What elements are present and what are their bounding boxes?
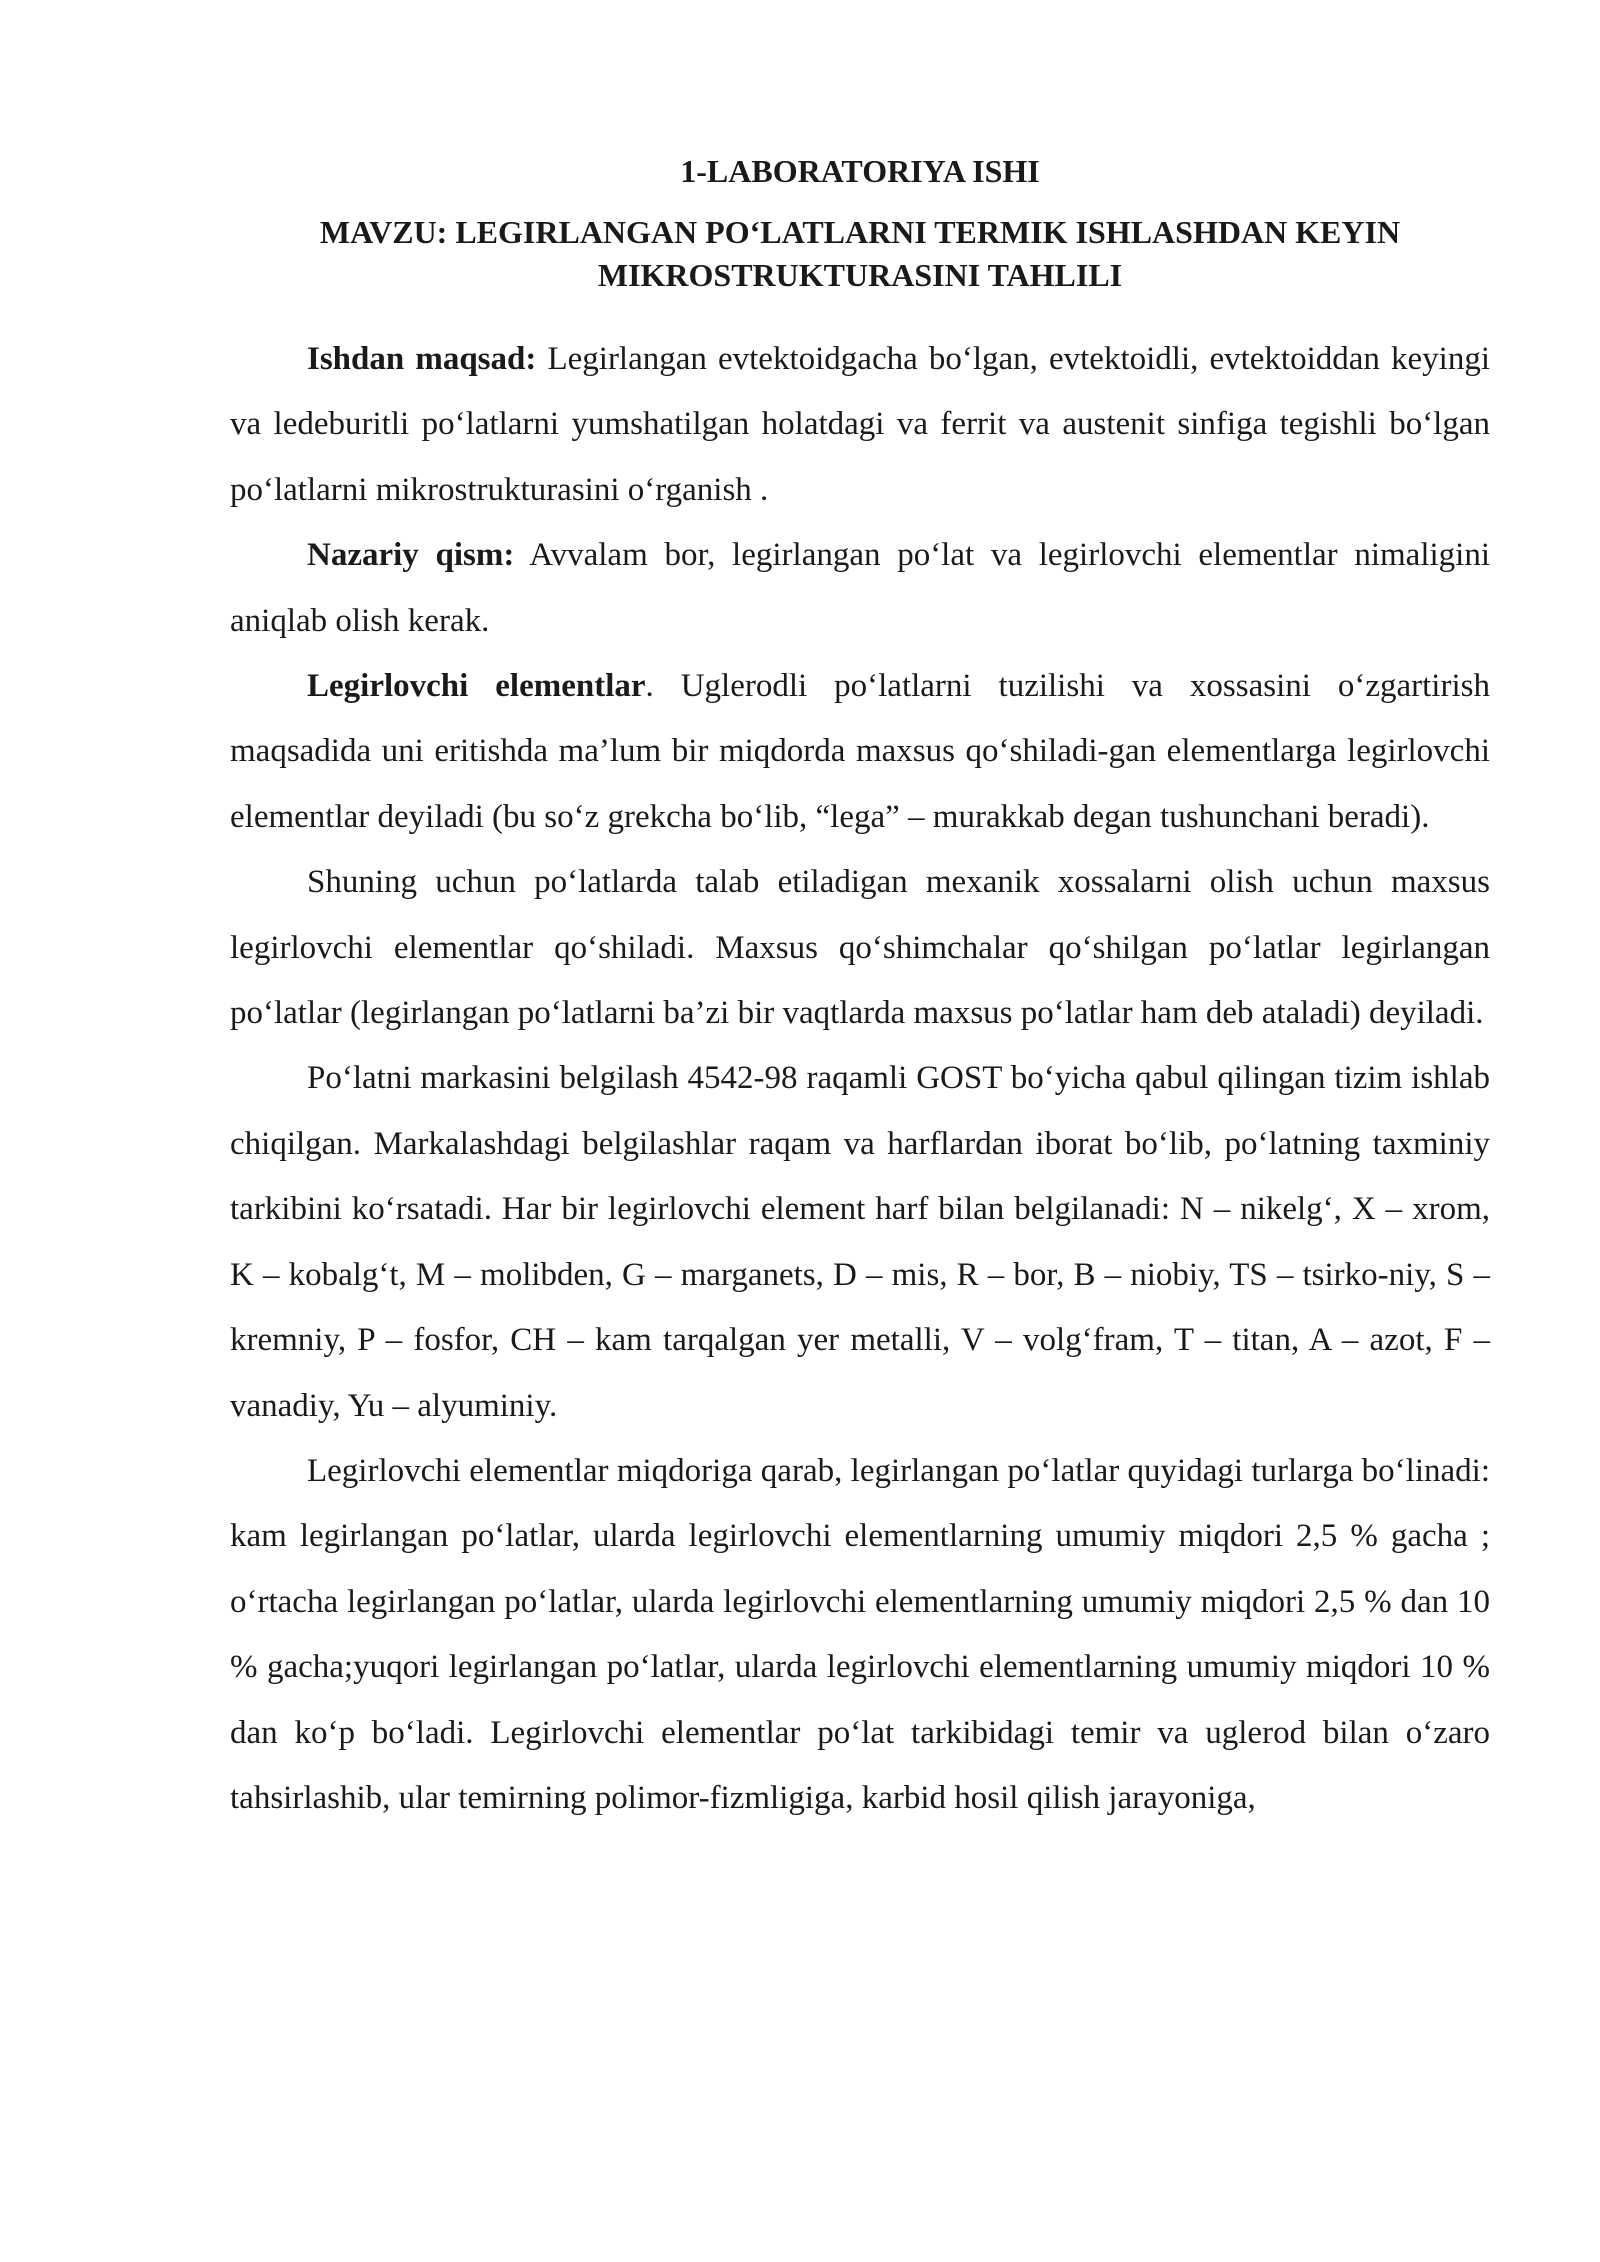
paragraph-purpose [230, 327, 1490, 523]
paragraph-text: Shuning uchun po‘latlarda talab etiladigan mexanik xossalarni olish uchun maxsus legirlovchi elementlar qo‘shiladi. Maxsus qo‘shimchalar qo‘shilgan po‘latlar legirlangan po‘latlar (legirlangan po‘latlarni ba’zi bir vaqtlarda maxsus po‘latlar ham deb ataladi) deyiladi. [230, 864, 1490, 1032]
paragraph-text: Avvalam bor, legirlangan po‘lat va legirlovchi elementlar nimaligini aniqlab olish kerak. [230, 537, 1490, 639]
paragraph-steel-classification [230, 1439, 1490, 1831]
document-page [230, 150, 1490, 1831]
paragraph-text: Legirlovchi elementlar miqdoriga qarab, legirlangan po‘latlar quyidagi turlarga bo‘linadi: kam legirlangan po‘latlar, ularda legirlovchi elementlarning umumiy miqdori 2,5 % gacha ; o‘rtacha legirlangan po‘latlar, ularda legirlovchi elementlarning umumiy miqdori 2,5 % dan 10 % gacha;yuqori legirlangan po‘latlar, ularda legirlovchi elementlarning umumiy miqdori 10 % dan ko‘p bo‘ladi. Legirlovchi elementlar po‘lat tarkibidagi temir va uglerod bilan o‘zaro tahsirlashib, ular temirning polimor-fizmligiga, karbid hosil qilish jarayoniga, [230, 1452, 1490, 1816]
paragraph-theory [230, 523, 1490, 654]
paragraph-lead: Ishdan maqsad: [307, 341, 537, 377]
paragraph-lead: Legirlovchi elementlar [307, 668, 646, 705]
paragraph-alloying-elements [230, 654, 1490, 850]
topic-title: MAVZU: LEGIRLANGAN PO‘LATLARNI TERMIK ISHLASHDAN KEYIN MIKROSTRUKTURASINI TAHLILI [319, 214, 1401, 293]
paragraph-steel-marking [230, 1046, 1490, 1438]
paragraph-mechanical-properties [230, 850, 1490, 1046]
paragraph-text: . Uglerodli po‘latlarni tuzilishi va xossasini o‘zgartirish maqsadida uni eritishda ma’lum bir miqdorda maxsus qo‘shiladi-gan elementlarga legirlovchi elementlar deyiladi (bu so‘z grekcha bo‘lib, “lega” – murakkab degan tushunchani beradi). [230, 668, 1490, 835]
paragraph-text: Legirlangan evtektoidgacha bo‘lgan, evtektoidli, evtektoiddan keyingi va ledeburitli po‘latlarni yumshatilgan holatdagi va ferrit va austenit sinfiga tegishli bo‘lgan po‘latlarni mikrostrukturasini o‘rganish . [230, 341, 1490, 508]
lab-title: 1-LABORATORIYA ISHI [680, 153, 1040, 189]
paragraph-lead: Nazariy qism: [307, 537, 515, 574]
paragraph-text: Po‘latni markasini belgilash 4542-98 raqamli GOST bo‘yicha qabul qilingan tizim ishlab chiqilgan. Markalashdagi belgilashlar raqam va harflardan iborat bo‘lib, po‘latning taxminiy tarkibini ko‘rsatadi. Har bir legirlovchi element harf bilan belgilanadi: N – nikelg‘, X – xrom, K – kobalg‘t, M – molibden, G – marganets, D – mis, R – bor, B – niobiy, TS – tsirko-niy, S – kremniy, P – fosfor, CH – kam tarqalgan yer metalli, V – volg‘fram, T – titan, A – azot, F – vanadiy, Yu – alyuminiy. [230, 1060, 1490, 1424]
